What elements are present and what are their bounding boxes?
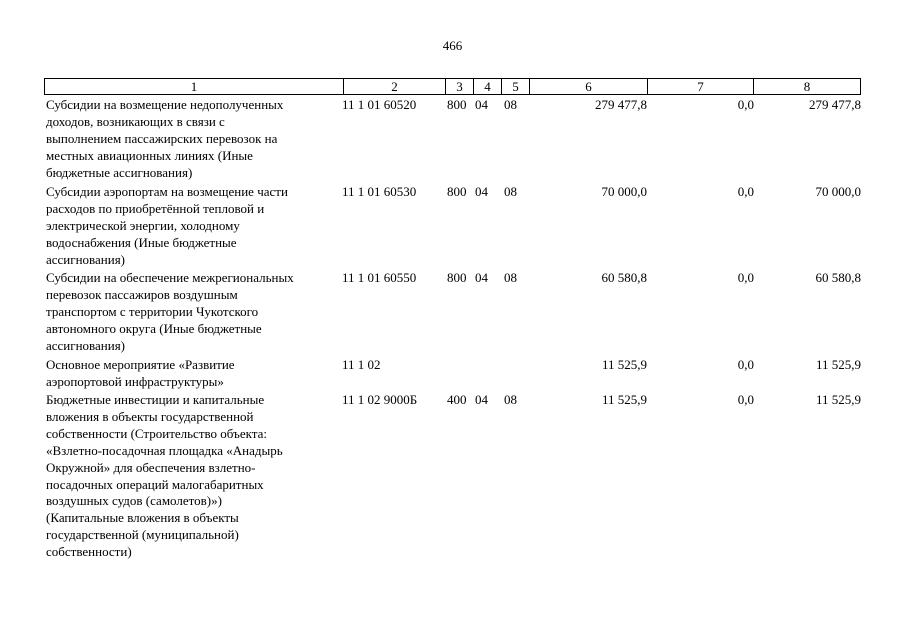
description-line: Основное мероприятие «Развитие: [46, 357, 235, 372]
header-col-5: 5: [501, 79, 529, 94]
description-line: Субсидии аэропортам на возмещение части: [46, 184, 288, 199]
row-rz: 04: [475, 392, 488, 407]
row-value-8: 11 525,9: [815, 392, 861, 407]
row-description: [46, 392, 342, 561]
row-value-8: 11 525,9: [815, 357, 861, 372]
row-ved: 800: [447, 270, 467, 285]
description-line: Субсидии на возмещение недополученных: [46, 97, 284, 112]
description-line: «Взлетно-посадочная площадка «Анадырь: [46, 442, 283, 458]
row-description: [46, 97, 342, 182]
row-pr: 08: [504, 270, 517, 285]
header-col-6: 6: [529, 79, 647, 94]
row-code: 11 1 02 9000Б: [342, 392, 418, 407]
description-line: автономного округа (Иные бюджетные: [46, 320, 262, 336]
row-value-8: 60 580,8: [815, 270, 861, 285]
row-rz: 04: [475, 270, 488, 285]
row-value-6: 279 477,8: [595, 97, 647, 112]
row-value-7: 0,0: [737, 392, 754, 407]
row-code: 11 1 01 60530: [342, 184, 417, 199]
row-value-7: 0,0: [737, 184, 754, 199]
description-line: (Капитальные вложения в объекты: [46, 510, 239, 526]
description-line: бюджетные ассигнования): [46, 164, 193, 180]
page-number: 466: [442, 38, 463, 53]
header-col-1: 1: [190, 79, 198, 94]
row-rz: 04: [475, 184, 488, 199]
header-col-3: 3: [445, 79, 473, 94]
description-line: посадочных операций малогабаритных: [46, 476, 264, 492]
description-line: Субсидии на обеспечение межрегиональных: [46, 270, 294, 285]
description-line: перевозок пассажиров воздушным: [46, 286, 238, 302]
description-line: воздушных судов (самолетов)»): [46, 493, 222, 509]
description-line: выполнением пассажирских перевозок на: [46, 130, 278, 146]
description-line: местных авиационных линиях (Иные: [46, 147, 253, 163]
row-pr: 08: [504, 97, 517, 112]
row-value-6: 70 000,0: [601, 184, 647, 199]
description-line: собственности): [46, 544, 132, 560]
row-value-8: 70 000,0: [815, 184, 861, 199]
description-line: вложения в объекты государственной: [46, 408, 254, 424]
description-line: Бюджетные инвестиции и капитальные: [46, 392, 265, 407]
row-value-7: 0,0: [737, 357, 754, 372]
row-value-6: 11 525,9: [601, 392, 647, 407]
row-value-6: 60 580,8: [601, 270, 647, 285]
description-line: государственной (муниципальной): [46, 527, 239, 543]
description-line: ассигнования): [46, 251, 126, 267]
row-value-8: 279 477,8: [809, 97, 861, 112]
description-line: доходов, возникающих в связи с: [46, 113, 225, 129]
row-code: 11 1 02: [342, 357, 381, 372]
row-description: [46, 357, 342, 391]
description-line: собственности (Строительство объекта:: [46, 425, 267, 441]
description-line: электрической энергии, холодному: [46, 217, 240, 233]
description-line: ассигнования): [46, 337, 126, 353]
description-line: Окружной» для обеспечения взлетно-: [46, 459, 256, 475]
row-value-7: 0,0: [737, 270, 754, 285]
row-ved: 400: [447, 392, 467, 407]
header-col-7: 7: [647, 79, 753, 94]
row-description: [46, 270, 342, 355]
table-header: [44, 78, 861, 95]
row-value-6: 11 525,9: [601, 357, 647, 372]
row-description: [46, 184, 342, 269]
description-line: транспортом с территории Чукотского: [46, 303, 259, 319]
row-ved: 800: [447, 97, 467, 112]
description-line: расходов по приобретённой тепловой и: [46, 200, 265, 216]
header-col-4: 4: [473, 79, 501, 94]
description-line: аэропортовой инфраструктуры»: [46, 373, 224, 389]
row-code: 11 1 01 60550: [342, 270, 417, 285]
row-rz: 04: [475, 97, 488, 112]
row-pr: 08: [504, 184, 517, 199]
row-value-7: 0,0: [737, 97, 754, 112]
description-line: водоснабжения (Иные бюджетные: [46, 234, 237, 250]
row-code: 11 1 01 60520: [342, 97, 417, 112]
row-ved: 800: [447, 184, 467, 199]
header-col-2: 2: [343, 79, 445, 94]
header-col-8: 8: [753, 79, 860, 94]
row-pr: 08: [504, 392, 517, 407]
